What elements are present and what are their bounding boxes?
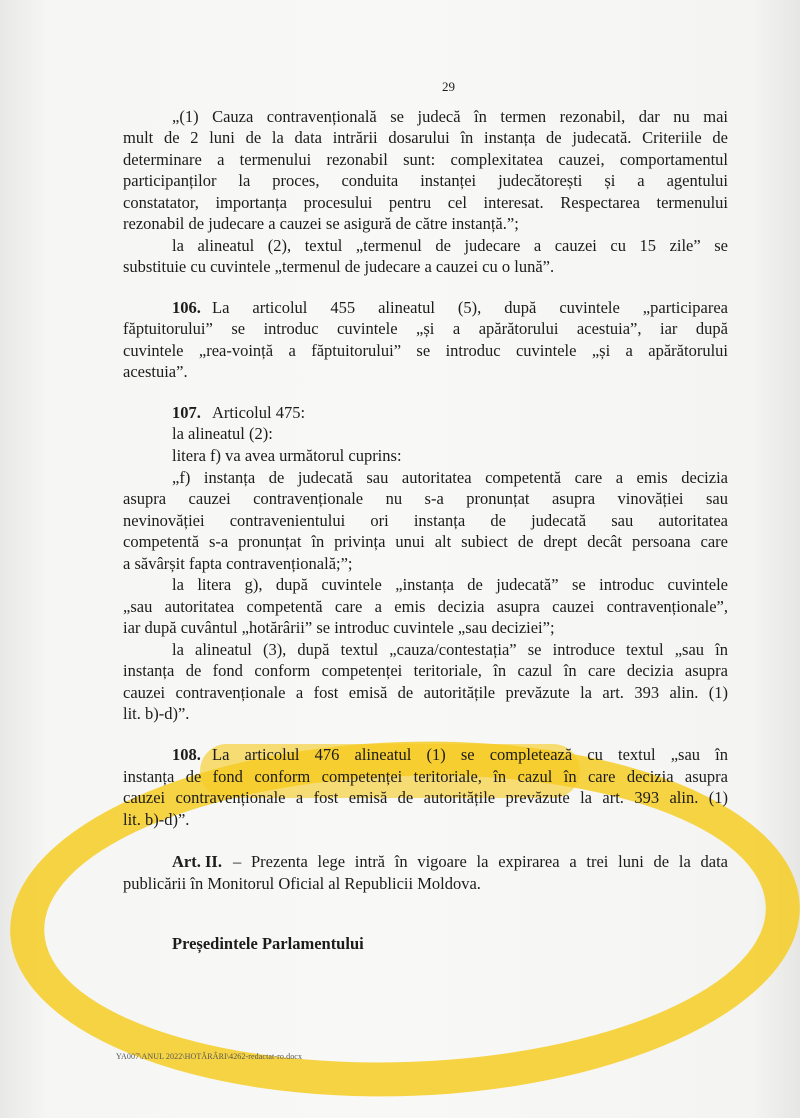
paragraph-line: La articolul 476 alineatul (1) se completează cu textul „sau în <box>212 745 728 764</box>
paragraph-line: instanța de fond conform competenței teritoriale, în cazul în care decizia asupra <box>123 661 728 680</box>
paragraph-line: lit. b)-d)”. <box>123 810 190 829</box>
paragraph-line: litera f) va avea următorul cuprins: <box>172 446 402 465</box>
paragraph-line: „f) instanța de judecată sau autoritatea competentă care a emis decizia <box>172 468 728 487</box>
paragraph-line: lit. b)-d)”. <box>123 704 190 723</box>
paragraph-line: iar după cuvântul „hotărârii” se introduc cuvintele „sau deciziei”; <box>123 618 555 637</box>
paragraph-line: constatator, importanța procesului pentru cel interesat. Respectarea termenului <box>123 193 728 212</box>
paragraph-line: Articolul 475: <box>212 403 306 422</box>
paragraph-line: participanților la proces, conduita instanței judecătorești și a agentului <box>123 171 728 190</box>
paragraph-line: instanța de fond conform competenței teritoriale, în cazul în care decizia asupra <box>123 767 728 786</box>
footer-file-path: YA007\ANUL 2022\HOTĂRÂRI\4262-redactat-ro.docx <box>116 1052 303 1061</box>
paragraph-line: cuvintele „rea-voință a făptuitorului” se introduc cuvintele „și a apărătorului <box>123 341 728 360</box>
paragraph-line: – Prezenta lege intră în vigoare la expirarea a trei luni de la data <box>233 852 728 871</box>
page-number: 29 <box>442 79 455 94</box>
paragraph-line: La articolul 455 alineatul (5), după cuvintele „participarea <box>212 298 728 317</box>
paragraph-line: asupra cauzei contravenționale nu s-a pronunțat asupra vinovăției sau <box>123 489 728 508</box>
paragraph-line: cauzei contravenționale a fost emisă de autoritățile prevăzute la art. 393 alin. (1) <box>123 788 728 807</box>
paragraph-line: la alineatul (2): <box>172 424 273 443</box>
article-number: 108. <box>172 745 201 764</box>
paragraph-line: acestuia”. <box>123 362 188 381</box>
article-number: 106. <box>172 298 201 317</box>
paragraph-line: rezonabil de judecare a cauzei se asigură de către instanță.”; <box>123 214 519 233</box>
paragraph-line: determinare a termenului rezonabil sunt: complexitatea cauzei, comportamentul <box>123 150 728 169</box>
paragraph-line: „(1) Cauza contravențională se judecă în termen rezonabil, dar nu mai <box>172 107 728 126</box>
paragraph-line: nevinovăției contravenientului ori instanța de judecată sau autoritatea <box>123 511 728 530</box>
article-number: Art. II. <box>172 852 222 871</box>
paragraph-line: a săvârșit fapta contravențională;”; <box>123 554 353 573</box>
paragraph-line: publicării în Monitorul Oficial al Republicii Moldova. <box>123 874 481 893</box>
signature-title: Președintele Parlamentului <box>172 934 364 953</box>
paragraph-line: la alineatul (2), textul „termenul de judecare a cauzei cu 15 zile” se <box>172 236 728 255</box>
article-number: 107. <box>172 403 201 422</box>
paragraph-line: competentă s-a pronunțat în privința unui alt subiect de drept decât persoana care <box>123 532 728 551</box>
paragraph-line: „sau autoritatea competentă care a emis decizia asupra cauzei contravenționale”, <box>123 597 728 616</box>
paragraph-line: făptuitorului” se introduc cuvintele „și a apărătorului acestuia”, iar după <box>123 319 728 338</box>
paragraph-line: mult de 2 luni de la data intrării dosarului în instanța de judecată. Criteriile de <box>123 128 728 147</box>
paragraph-line: la alineatul (3), după textul „cauza/contestația” se introduce textul „sau în <box>172 640 728 659</box>
paragraph-line: substituie cu cuvintele „termenul de judecare a cauzei cu o lună”. <box>123 257 555 276</box>
paragraph-line: cauzei contravenționale a fost emisă de autoritățile prevăzute la art. 393 alin. (1) <box>123 683 728 702</box>
paragraph-line: la litera g), după cuvintele „instanța de judecată” se introduc cuvintele <box>172 575 728 594</box>
